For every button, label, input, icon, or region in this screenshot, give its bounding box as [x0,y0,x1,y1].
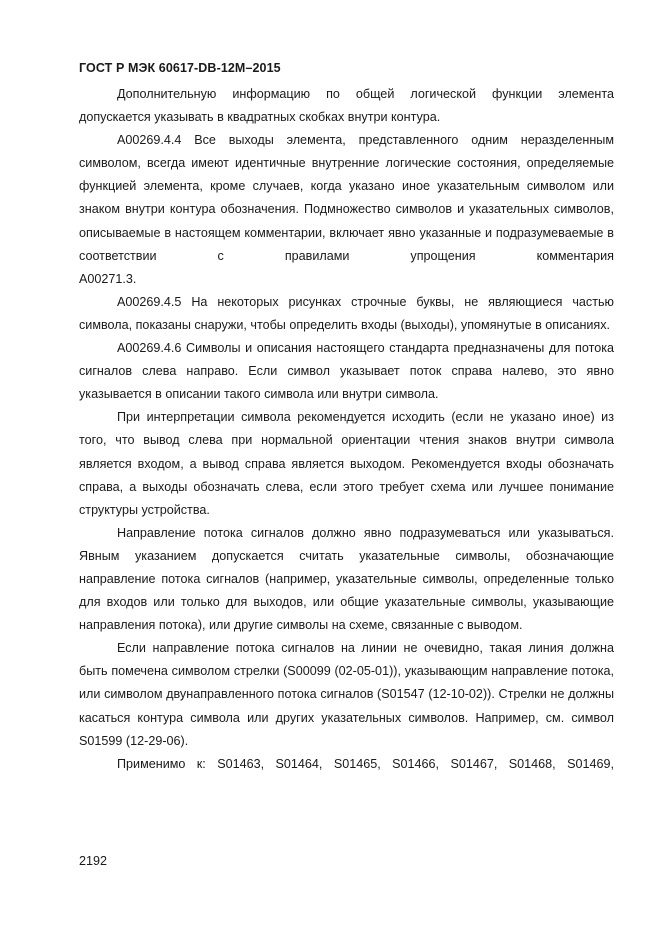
paragraph: Дополнительную информацию по общей логической функции элемента допускается указывать в квадратных скобках внутри контура. [79,87,614,125]
paragraph: A00269.4.4 Все выходы элемента, представленного одним неразделенным символом, всегда имеют идентичные внутренние логические состояния, определяемые функцией элемента, кроме случаев, когда указано иное указательным символом или знаком внутри контура обозначения. Подмножество символов и указательных символов, описываемые в настоящем комментарии, включает явно указанные и подразумеваемые в соответствии с правилами упрощения комментария [79,133,614,263]
document-body [79,83,614,776]
paragraph: При интерпретации символа рекомендуется исходить (если не указано иное) из того, что вывод слева при нормальной ориентации чтения знаков внутри символа является входом, а вывод справа является выходом. Рекомендуется входы обозначать справа, а выходы обозначать слева, если этого требует схема или лучшее понимание структуры устройства. [79,410,614,517]
paragraph: A00271.3. [79,271,137,286]
paragraph: Направление потока сигналов должно явно подразумеваться или указываться. Явным указанием допускается считать указательные символы, обозначающие направление потока сигналов (например, указательные символы, определенные только для входов или только для выходов, или общие указательные символы, указывающие направления потока), или другие символы на схеме, связанные с выводом. [79,525,614,633]
page-number: 2192 [79,854,108,868]
paragraph: Если направление потока сигналов на линии не очевидно, такая линия должна быть помечена символом стрелки (S00099 (02-05-01)), указывающим направление потока, или символом двунаправленного потока сигналов (S01547 (12-10-02)). Стрелки не должны касаться контура символа или других указательных символов. Например, см. символ S01599 (12-29-06). [79,641,614,748]
document-header: ГОСТ Р МЭК 60617-DB-12M–2015 [79,61,281,75]
paragraph: A00269.4.5 На некоторых рисунках строчные буквы, не являющиеся частью символа, показаны снаружи, чтобы определить входы (выходы), упомянутые в описаниях. [79,294,614,332]
paragraph: Применимо к: S01463, S01464, S01465, S01466, S01467, S01468, S01469, [117,756,614,771]
paragraph: A00269.4.6 Символы и описания настоящего стандарта предназначены для потока сигналов слева направо. Если символ указывает поток справа налево, это явно указывается в описании такого символа или внутри символа. [79,341,614,402]
